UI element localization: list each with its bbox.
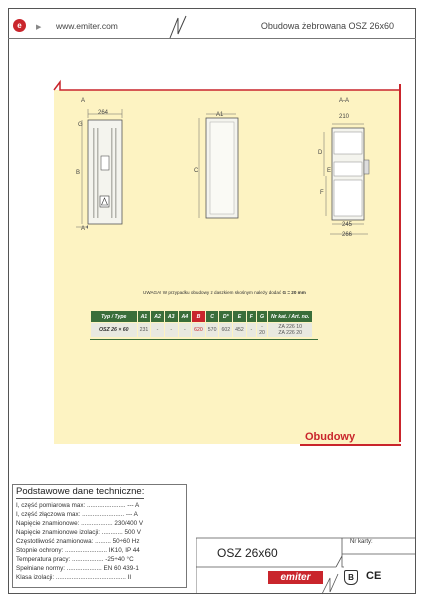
section-bottom-label-2: 266 [342,232,353,238]
table-header: G [257,311,267,322]
table-cell: - [165,323,178,337]
emiter-brand-logo: emiter [268,571,323,584]
front-view-drawing [74,104,138,236]
front-height-label: B [76,170,81,176]
spec-line: Częstotliwość znamionowa: ......... 50÷60 Hz [16,538,140,545]
g-value-1: - [261,324,263,330]
table-cell: 570 [206,323,219,337]
table-header-row [91,311,312,322]
front-side-mark: G [78,122,83,128]
section-bottom-label-1: 245 [342,222,353,228]
table-cell: - [151,323,164,337]
table-header: A3 [165,311,178,322]
table-header: A4 [179,311,192,322]
red-side-rule [399,84,401,442]
side-height-label: C [194,168,199,174]
specs-title: Podstawowe dane techniczne: [16,486,145,497]
footer-lines [196,534,418,596]
spec-line: Stopnie ochrony: ........................ IK10, IP 44 [16,547,140,554]
ce-mark-icon: CE [366,570,382,582]
table-cell: 452 [233,323,246,337]
spec-line: I, część pomiarowa max: ...................... --- A [16,502,140,509]
table-cell-g [257,323,267,337]
table-cell: - [247,323,256,337]
table-header: Typ / Type [91,311,137,322]
front-section-mark-bottom: A [81,226,86,232]
spec-line: Temperatura pracy: .................. -25÷40 °C [16,556,134,563]
dimensions-table [90,310,313,338]
art-no-1: ZA 226 10 [278,324,303,330]
table-header-highlight: B [192,311,205,322]
table-bottom-rule [90,339,318,340]
g-value-2: 20 [259,330,265,336]
table-header: A2 [151,311,164,322]
spec-line: Napięcie znamionowe: .................. 230/400 V [16,520,144,527]
table-header: F [247,311,256,322]
card-number-label: Nr karty: [350,539,373,545]
table-header: Nr kat. / Art. no. [268,311,312,322]
table-cell-type: OSZ 26 × 60 [91,323,137,337]
note-text [143,290,306,295]
table-cell-art [268,323,312,337]
content-zigzag-top [40,78,410,98]
side-width-label: A1 [216,112,224,118]
front-section-mark: A [81,98,86,104]
section-label-d: D [318,150,323,156]
section-label-f: F [320,190,324,196]
note-bold: G = 20 mm [282,290,306,295]
section-title: A-A [339,98,350,104]
spec-line: Klasa izolacji: ........................................ II [16,574,132,581]
arrow-icon: ▶ [36,24,42,31]
document-title: Obudowa żebrowana OSZ 26x60 [260,21,394,31]
table-cell: - [179,323,192,337]
note-prefix: UWAGA! W przypadku obudowy z daszkiem skośnym należy dodać [143,290,283,295]
table-header: A1 [138,311,151,322]
spec-line: Napięcie znamionowe izolacji: ............ 500 V [16,529,141,536]
side-view-drawing [196,110,248,222]
art-no-2: ZA 226 20 [278,330,303,336]
table-row [91,323,312,337]
section-width-label: 210 [339,114,350,120]
emiter-logo-icon: e [13,19,26,32]
product-name: OSZ 26x60 [217,546,278,560]
category-label: Obudowy [305,431,356,443]
section-label-e: E [327,168,332,174]
table-header: E [233,311,246,322]
table-cell: 231 [138,323,151,337]
spec-line: Spełniane normy: .................... EN 60 439-1 [16,565,139,572]
website-url[interactable]: www.emiter.com [56,21,118,31]
front-width-label: 264 [98,110,109,116]
table-header: C [206,311,219,322]
specs-box [12,484,187,588]
b-certificate-icon: B [344,570,358,585]
category-underline [300,444,401,446]
header-rule [8,38,416,39]
table-header: D* [219,311,232,322]
table-cell-highlight: 620 [192,323,205,337]
table-cell: 602 [219,323,232,337]
zigzag-icon [168,14,188,40]
spec-line: I, część złączowa max: ........................ --- A [16,511,138,518]
